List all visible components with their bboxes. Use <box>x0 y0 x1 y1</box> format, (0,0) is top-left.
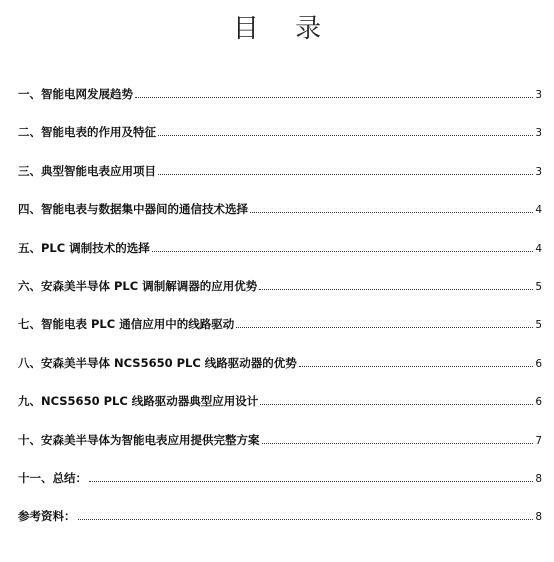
toc-entry-label: 四、智能电表与数据集中器间的通信技术选择 <box>18 202 248 217</box>
toc-entry-5[interactable] <box>18 240 542 257</box>
toc-entry-10[interactable] <box>18 432 542 449</box>
dot-leader <box>262 443 534 444</box>
toc-entry-7[interactable] <box>18 316 542 333</box>
toc-entry-page-number: 3 <box>535 127 542 140</box>
dot-leader <box>135 97 533 98</box>
toc-entry-label: 六、安森美半导体 PLC 调制解调器的应用优势 <box>18 278 258 293</box>
dot-leader <box>89 481 533 482</box>
toc-entry-page-number: 6 <box>535 396 542 409</box>
toc-entry-11[interactable] <box>18 470 542 487</box>
toc-entry-6[interactable] <box>18 278 542 295</box>
toc-entry-label: 十一、总结： <box>18 470 87 485</box>
toc-entry-label: 三、典型智能电表应用项目 <box>18 163 156 178</box>
toc-entry-label: 参考资料： <box>18 509 76 524</box>
dot-leader <box>236 327 533 328</box>
toc-entry-references[interactable] <box>18 508 542 525</box>
toc-entry-2[interactable] <box>18 124 542 141</box>
table-of-contents <box>18 86 542 547</box>
toc-entry-page-number: 4 <box>535 204 542 217</box>
dot-leader <box>158 135 533 136</box>
toc-entry-1[interactable] <box>18 86 542 103</box>
dot-leader <box>78 519 534 520</box>
toc-entry-3[interactable] <box>18 163 542 180</box>
toc-entry-page-number: 8 <box>535 511 542 524</box>
toc-entry-label: 一、智能电网发展趋势 <box>18 87 133 101</box>
dot-leader <box>250 212 533 213</box>
toc-entry-page-number: 5 <box>535 280 542 293</box>
toc-entry-page-number: 6 <box>535 357 542 370</box>
dot-leader <box>260 404 533 405</box>
toc-entry-page-number: 5 <box>535 319 542 332</box>
toc-entry-label: 八、安森美半导体 NCS5650 PLC 线路驱动器的优势 <box>18 355 297 370</box>
toc-entry-page-number: 7 <box>535 434 542 447</box>
toc-entry-label: 七、智能电表 PLC 通信应用中的线路驱动 <box>18 317 235 332</box>
toc-entry-label: 十、安森美半导体为智能电表应用提供完整方案 <box>18 432 260 447</box>
dot-leader <box>259 289 533 290</box>
toc-entry-9[interactable] <box>18 393 542 410</box>
toc-entry-page-number: 8 <box>535 472 542 485</box>
toc-entry-4[interactable] <box>18 201 542 218</box>
dot-leader <box>152 251 534 252</box>
dot-leader <box>299 366 534 367</box>
toc-entry-label: 二、智能电表的作用及特征 <box>18 125 156 140</box>
toc-entry-8[interactable] <box>18 355 542 372</box>
toc-entry-page-number: 3 <box>535 89 542 101</box>
dot-leader <box>158 174 533 175</box>
toc-entry-label: 九、NCS5650 PLC 线路驱动器典型应用设计 <box>18 394 259 409</box>
toc-title: 目 录 <box>232 14 336 44</box>
toc-entry-label: 五、PLC 调制技术的选择 <box>18 240 150 255</box>
toc-entry-page-number: 3 <box>535 165 542 178</box>
toc-entry-page-number: 4 <box>535 242 542 255</box>
